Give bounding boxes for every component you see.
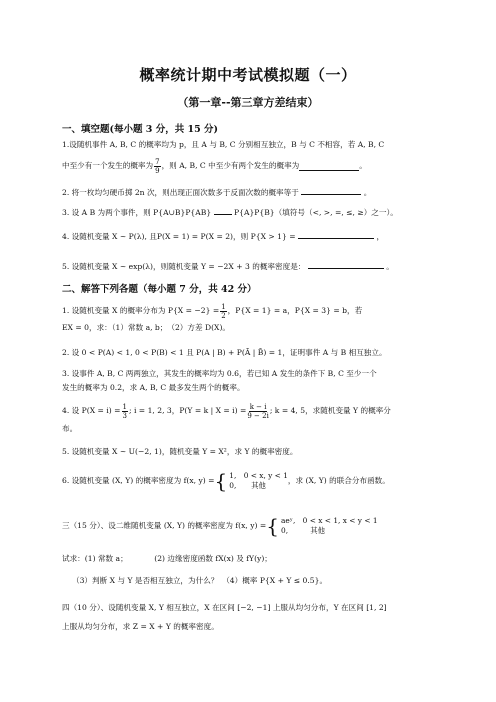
s1-q2-line: [62, 186, 442, 198]
s2-q6-line: [62, 468, 442, 494]
s3-line1: [62, 512, 442, 540]
s2-q5-line: 5. 设随机变量 X ~ U(−2, 1)，随机变量 Y = X²，求 Y 的概率密度。: [62, 447, 298, 456]
s3-cases: [281, 516, 378, 536]
s3-case2: 0, 其他: [281, 526, 326, 535]
s3-text-pre: 三（15 分）、设二维随机变量 (X, Y) 的概率密度为 f(x, y) =: [62, 521, 267, 530]
s2-q1-frac-den: 2: [221, 311, 226, 320]
s2-q1-fraction: [220, 303, 226, 320]
page-title: 概率统计期中考试模拟题（一）: [139, 66, 357, 84]
s1-q5-line: [62, 260, 442, 272]
s1-q1-line1: 1.设随机事件 A, B, C 的概率均为 p，且 A 与 B, C 分别相互独立，B 与 C 不相容，若 A, B, C: [62, 140, 385, 149]
s3-brace-icon: {: [266, 514, 280, 538]
s2-q4-text-mid: ; i = 1, 2, 3，P(Y = k | X = i) =: [128, 406, 247, 415]
section1-heading: 一、填空题(每小题 3 分，共 15 分): [62, 124, 219, 135]
s1-q3-answer-blank[interactable]: [214, 206, 232, 215]
s2-q6-piecewise: [215, 471, 288, 491]
s2-q4-frac1-den: 3: [122, 411, 127, 420]
s2-q4-line1: [62, 401, 442, 421]
s2-q4-frac2-num: k − i: [249, 402, 267, 411]
s2-q4-frac1-num: 1: [122, 402, 127, 411]
s2-q4-fraction1: [122, 403, 128, 420]
s1-q2-text: 2. 将一枚均匀硬币掷 2n 次，则出现正面次数多于反面次数的概率等于: [62, 188, 299, 197]
s1-q3-text-post: P{A}P{B}（填符号（<, >, =, ≤, ≥）之一）。: [234, 208, 398, 217]
s3-case1: aeʸ, 0 < x < 1, x < y < 1: [281, 516, 378, 525]
s2-q1-line1: [62, 302, 442, 320]
s1-q1-fraction: [154, 158, 160, 175]
s2-q6-cases: [229, 471, 288, 491]
s1-q2-answer-blank[interactable]: [301, 186, 361, 195]
s4-line1: 四（10 分）、设随机变量 X, Y 相互独立，X 在区间 [−2, −1] 上服从均匀分布，Y 在区间 [1, 2]: [62, 603, 387, 612]
section2-heading: 二、解答下列各题（每小题 7 分，共 42 分）: [62, 284, 257, 295]
s1-q1-end: 。: [359, 161, 367, 170]
s3-ask-line1: 试求：(1) 常数 a； (2) 边缘密度函数 fX(x) 及 fY(y)；: [62, 554, 272, 563]
s1-q5-text: 5. 设随机变量 X ~ exp(λ)，则随机变量 Y = −2X + 3 的概率密度是：: [62, 262, 306, 271]
s1-q1-text-pre: 中至少有一个发生的概率为: [62, 161, 154, 170]
s2-q6-case2: 0, 其他: [229, 481, 266, 490]
s2-q1-frac-num: 1: [221, 302, 226, 311]
s2-q4-text-post: ; k = 4, 5，求随机变量 Y 的概率分: [269, 406, 391, 415]
s2-q3-line2: 发生的概率为 0.2，求 A, B, C 最多发生两个的概率。: [62, 383, 245, 392]
s2-q3-line1: 3. 设事件 A, B, C 两两独立，其发生的概率均为 0.6，若已知 A 发生的条件下 B, C 至少一个: [62, 369, 377, 378]
s1-q2-end: 。: [363, 188, 372, 197]
s3-piecewise: [266, 516, 377, 536]
s2-q2-line: 2. 设 0 < P(A) < 1, 0 < P(B) < 1 且 P(A | B) + P(Ā | B̄) = 1，证明事件 A 与 B 相互独立。: [62, 348, 387, 357]
s1-q4-line: [62, 230, 442, 242]
s1-q1-frac-num: 7: [155, 157, 160, 166]
s3-ask-line2: （3）判断 X 与 Y 是否相互独立，为什么？ （4）概率 P{X + Y ≤ 0.5}。: [72, 576, 328, 585]
s2-q6-brace-icon: {: [214, 469, 228, 493]
s2-q4-fraction2: [247, 403, 268, 420]
s2-q1-text-post: ，P{X = 1} = a，P{X = 3} = b，若: [227, 306, 363, 315]
s4-line2: 上服从均匀分布，求 Z = X + Y 的概率密度。: [62, 622, 219, 631]
s2-q4-frac2-den: 9 − 2i: [247, 411, 269, 420]
s2-q1-text-pre: 1. 设随机变量 X 的概率分布为 P{X = −2} =: [62, 306, 220, 315]
s1-q1-frac-den: 9: [155, 166, 160, 175]
s2-q4-text-pre: 4. 设 P(X = i) =: [62, 406, 121, 415]
s2-q6-text-post: ，求 (X, Y) 的联合分布函数。: [287, 476, 390, 485]
s1-q4-end: ，: [376, 232, 385, 241]
s1-q1-answer-blank[interactable]: [299, 162, 359, 171]
s1-q1-text-post: ，则 A, B, C 中至少有两个发生的概率为: [161, 161, 300, 170]
s1-q3-line: [62, 206, 442, 218]
s1-q1-line2: [62, 157, 442, 175]
s2-q6-case1: 1, 0 < x, y < 1: [229, 471, 288, 480]
s1-q5-end: 。: [386, 262, 394, 271]
s2-q1-line2: EX = 0，求：（1）常数 a, b； （2）方差 D(X)。: [62, 323, 231, 332]
s2-q4-line2: 布。: [62, 424, 78, 433]
s1-q3-text-pre: 3. 设 A B 为两个事件，则 P{A∪B}P{AB}: [62, 208, 212, 217]
s1-q4-answer-blank[interactable]: [298, 230, 374, 239]
s1-q5-answer-blank[interactable]: [308, 260, 384, 269]
s1-q4-text: 4. 设随机变量 X ~ P(λ), 且P(X = 1) = P(X = 2)，则 P{X > 1} =: [62, 232, 296, 241]
page-subtitle: （第一章--第三章方差结束）: [177, 96, 319, 109]
s2-q6-text-pre: 6. 设随机变量 (X, Y) 的概率密度为 f(x, y) =: [62, 476, 215, 485]
